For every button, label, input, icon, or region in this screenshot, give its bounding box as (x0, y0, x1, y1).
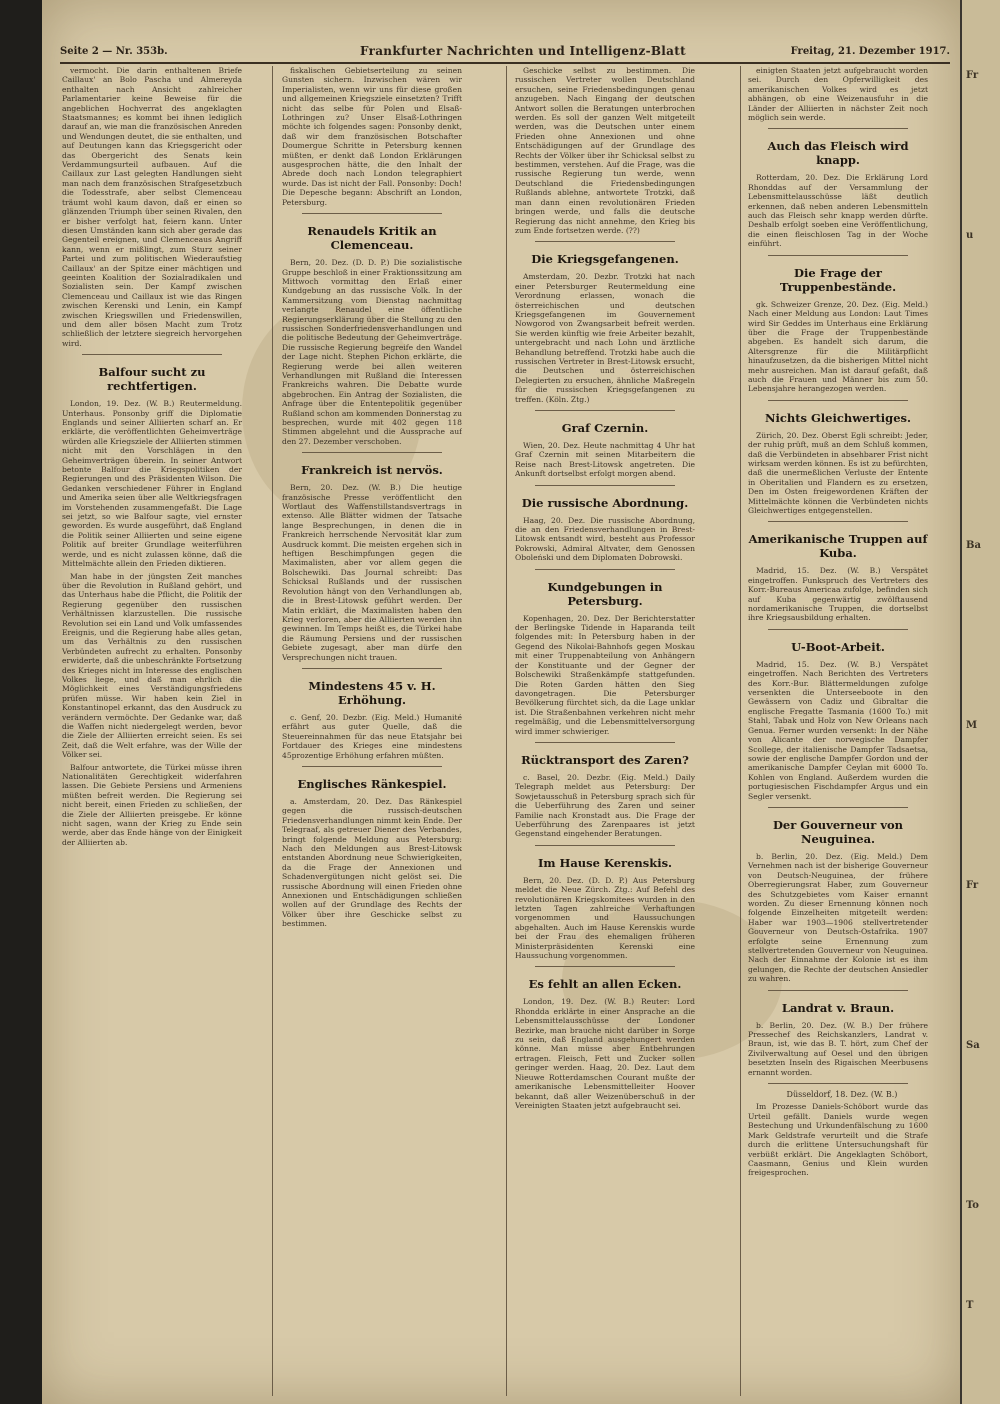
article-headline: Balfour sucht zu rechtfertigen. (98, 365, 206, 394)
article-headline: Nichts Gleichwertiges. (764, 410, 912, 425)
strip-fragment: u (966, 230, 974, 241)
article-divider (302, 213, 442, 214)
column-1 (62, 66, 242, 1396)
article-headline: Die russische Abordnung. (521, 495, 689, 510)
article-divider (535, 742, 675, 743)
article-text: einigten Staaten jetzt aufgebraucht worden sei. Durch den Opferwilligkeit des amerikanischen Volkes wird es jetzt abhängen, ob eine Weizenausfuhr in die Länder der Alliierten in nächster Zeit noch möglich sein werde. (748, 66, 928, 123)
column-2 (282, 66, 462, 1396)
article-divider (535, 485, 675, 486)
article-divider (768, 1083, 908, 1084)
article-headline: Amerikanische Truppen auf Kuba. (748, 532, 928, 561)
article-text: Balfour antwortete, die Türkei müsse ihren Nationalitäten Gerechtigkeit widerfahren lassen. Die Gebiete Persiens und Armeniens müßten befreit werden. Die Regierung sei nicht bereit, einen Frieden zu schließen, der die Ziele der Alliierten preisgebe. Er könne nicht sagen, wann der Krieg zu Ende sein werde, aber das Ende hänge von der Einigkeit der Alliierten ab. (62, 762, 242, 847)
article-text: London, 19. Dez. (W. B.) Reutermeldung. Unterhaus. Ponsonby griff die Diplomatie Englands und seiner Alliierten scharf an. Er erklärte, die veröffentlichten Geheimverträge würden alle Kriegsziele der Alliierten stimmen nicht mit den Vorschlägen in den Geheimverträgen überein. In seiner Antwort betonte Balfour die Kriegspolitiken der Regierungen und des Präsidenten Wilson. Die Gedanken verschiedener Führer in England und Amerika seien über alle Weltkriegsfragen im Vorstehenden zusammengefaßt. Die Lage sei jetzt, so wie Balfour sagte, viel ernster geworden. Es wurde ausgeführt, daß England die Politik seiner Alliierten und seine eigene Politik auf breiter Grundlage weiterführen werde, und es nicht zulassen könne, daß die Mittelmächte allein den Frieden diktieren. (62, 399, 242, 569)
article-text: Man habe in der jüngsten Zeit manches über die Revolution in Rußland gehört, und das Unterhaus habe die Pflicht, die Politik der Regierung gegenüber den russischen Verhältnissen klarzustellen. Die russische Revolution sei ein Land und Volk umfassendes Ereignis, und die Regierung habe alles getan, um das Verhältnis zu den russischen Verbündeten aufrecht zu erhalten. Ponsonby erwiderte, daß die unbeschränkte Fortsetzung des Krieges nicht im Interesse des englischen Volkes liege, und daß man ehrlich die Möglichkeit eines Verständigungsfriedens prüfen müsse. Wir haben kein Ziel in Konstantinopel erkannt, das den Ausdruck zu verändern vermöchte. Der Gedanke war, daß die Waffen nicht niedergelegt werden, bevor die Ziele der Alliierten erreicht seien. Es sei Zeit, daß die Welt erfahre, was der Wille der Völker sei. (62, 571, 242, 760)
article-headline: Auch das Fleisch wird knapp. (767, 139, 909, 168)
article-headline: Die Frage der Truppenbestände. (779, 265, 897, 294)
article-divider (82, 354, 222, 355)
article-text: gk. Schweizer Grenze, 20. Dez. (Eig. Meld.) Nach einer Meldung aus London: Laut Times wird Sir Geddes im Unterhaus eine Erklärung über die Frage der Truppenbestände abgeben. Es handelt sich darum, die Altersgrenze für die Militärpflicht hinaufzusetzen, da die bisherigen Mittel nicht mehr ausreichen. Man ist darauf gefaßt, daß auch die Frauen und Männer bis zum 50. Lebensjahre herangezogen werden. (748, 299, 928, 394)
newspaper-title: Frankfurter Nachrichten und Intelligenz-Blatt (360, 44, 686, 58)
article-text: a. Amsterdam, 20. Dez. Das Ränkespiel gegen die russisch-deutschen Friedensverhandlungen nimmt kein Ende. Der Telegraaf, als getreuer Diener des Verbandes, bringt folgende Meldung aus Petersburg: Nach den Meldungen aus Brest-Litowsk entstanden Abordnung neue Schwierigkeiten, da die Frage der Annexionen und Schadenvergütungen nicht gelöst sei. Die russische Abordnung will einen Frieden ohne Annexionen und Entschädigungen schließen wollen auf der Grundlage des Rechts der Völker über ihre Geschicke selbst zu bestimmen. (282, 796, 462, 929)
article-divider (768, 400, 908, 401)
article-text: Geschicke selbst zu bestimmen. Die russischen Vertreter wollen Deutschland ersuchen, seine Friedensbedingungen genau anzugeben. Nach Eingang der deutschen Antwort sollen die Beratungen unterbrochen werden. Es soll der ganzen Welt mitgeteilt werden, was die Deutschen unter einem Frieden ohne Annexionen und ohne Entschädigungen auf der Grundlage des Rechts der Völker über ihr Schicksal selbst zu bestimmen, verstehen. Auf die Frage, was die russische Regierung tun werde, wenn Deutschland die Friedensbedingungen Rußlands ablehne, antwortete Trotzki, daß man dann einen revolutionären Frieden bringen werde, und falls die deutsche Regierung das nicht annehme, den Krieg bis zum Ende fortsetzen werde. (??) (515, 66, 695, 235)
article-text: Amsterdam, 20. Dezbr. Trotzki hat nach einer Petersburger Reutermeldung eine Verordnung erlassen, wonach die österreichischen und deutschen Kriegsgefangenen im Gouvernement Nowgorod von Zwangsarbeit befreit werden. Sie werden künftig wie freie Arbeiter bezahlt, untergebracht und nach Lohn und ärztliche Behandlung betreffend. Trotzki habe auch die russischen Vertreter in Brest-Litowsk ersucht, die Deutschen und österreichischen Delegierten zu ersuchen, ähnliche Maßregeln für die russischen Kriegsgefangenen zu treffen. (Köln. Ztg.) (515, 272, 695, 404)
article-divider (302, 766, 442, 767)
article-divider (535, 569, 675, 570)
article-divider (535, 410, 675, 411)
article-text: Bern, 20. Dez. (W. B.) Die heutige französische Presse veröffentlicht den Wortlaut des Waffenstillstandsvertrags in extenso. Alle Blätter widmen der Tatsache lange Besprechungen, in denen die in Frankreich herrschende Nervosität klar zum Ausdruck kommt. Die meisten ergehen sich in heftigen Beschimpfungen gegen die Maximalisten, aber vor allem gegen die Bolschewiki. Das Journal schreibt: Das Schicksal Rußlands und der russischen Revolution hängt von den Verhandlungen ab, die in Brest-Litowsk geführt werden. Der Matin erklärt, die Maximalisten haben den Krieg verloren, aber die Alliierten werden ihn gewinnen. Im Temps heißt es, die Türkei habe die Räumung Persiens und der russischen Gebiete zugesagt, aber man dürfe den Versprechungen nicht trauen. (282, 483, 462, 662)
article-divider (535, 966, 675, 967)
dateline: Düsseldorf, 18. Dez. (W. B.) (786, 1090, 898, 1100)
article-headline: Renaudels Kritik an Clemenceau. (307, 224, 437, 253)
issue-date: Freitag, 21. Dezember 1917. (790, 46, 950, 57)
article-text: Im Prozesse Daniels-Schöbort wurde das Urteil gefällt. Daniels wurde wegen Bestechung und Urkundenfälschung zu 1600 Mark Geldstrafe verurteilt und die Strafe durch die erlittene Untersuchungshaft für verbüßt erklärt. Die Angeklagten Schöbort, Caasmann, Genius und Klein wurden freigesprochen. (748, 1102, 928, 1178)
strip-fragment: M (966, 720, 978, 731)
article-divider (768, 128, 908, 129)
column-separator (740, 66, 741, 1396)
strip-fragment: Ba (966, 540, 981, 551)
article-divider (768, 807, 908, 808)
article-text: Zürich, 20. Dez. Oberst Egli schreibt: Jeder, der ruhig prüft, muß an dem Schluß kommen, daß die Verbündeten in absehbarer Frist nicht wirksam werden können. Es ist zu befürchten, daß die unermeßlichen Verluste der Entente in Oberitalien und Flandern es zu ersetzen, Den im Osten freigewordenen Kräften der Mittelmächte können die Verbündeten nichts Gleichwertiges entgegenstellen. (748, 430, 928, 515)
strip-fragment: T (966, 1300, 974, 1311)
adjacent-page-strip (960, 0, 1000, 1404)
article-text: Rotterdam, 20. Dez. Die Erklärung Lord Rhonddas auf der Versammlung der Lebensmittelausschüsse läßt deutlich erkennen, daß neben anderen Lebensmitteln auch das Fleisch sehr knapp werden dürfte. Deshalb erfolgt soeben eine Veröffentlichung, die einen fleischlosen Tag in der Woche einführt. (748, 173, 928, 249)
article-headline: Mindestens 45 v. H. Erhöhung. (308, 678, 436, 707)
article-text: c. Genf, 20. Dezbr. (Eig. Meld.) Humanité erfährt aus guter Quelle, daß die Steuereinnahmen für das neue Etatsjahr bei Fortdauer des Krieges eine mindestens 45prozentige Erhöhung erfahren müßten. (282, 712, 462, 760)
article-text: Madrid, 15. Dez. (W. B.) Verspätet eingetroffen. Nach Berichten des Vertreters des Korr.-Bur. Blättermeldungen zufolge versenkten die Unterseeboote in den Gewässern von Cadiz und Gibraltar die englische Fregatte Tasmania (1600 To.) mit Stahl, Tabak und Holz von New Orleans nach Genua. Ferner wurden versenkt: In der Nähe von Alicante der norwegische Dampfer Scollege, der italienische Dampfer Tadsaetsa, sowie der englische Dampfer Gordon und der amerikanische Dampfer Ceylan mit 6000 To. Kohlen von England. Außerdem wurden die portugiesischen Fischdampfer Argus und ein Segler versenkt. (748, 659, 928, 801)
article-divider (302, 452, 442, 453)
article-text: Bern, 20. Dez. (D. D. P.) Aus Petersburg meldet die Neue Zürch. Ztg.: Auf Befehl des revolutionären Kriegskomitees wurden in den letzten Tagen zahlreiche Verhaftungen vorgenommen und Haussuchungen abgehalten. Auch im Hause Kerenskis wurde bei der Frau des ehemaligen früheren Ministerpräsidenten Kerenski eine Haussuchung vorgenommen. (515, 875, 695, 961)
article-headline: U-Boot-Arbeit. (791, 639, 885, 654)
strip-fragment: Fr (966, 70, 979, 81)
article-divider (768, 255, 908, 256)
article-headline: Landrat v. Braun. (781, 1000, 895, 1015)
article-text: vermocht. Die darin enthaltenen Briefe Caillaux' an Bolo Pascha und Almereyda enthalten nach Ansicht zahlreicher Parlamentarier keine Beweise für die angeblichen Hochverrat des angeklagten Staatsmannes; es kommt bei ihnen lediglich darauf an, wie man die französischen Anreden und Wendungen deutet, die sie enthalten, und auf Deutungen kann das Kriegsgericht oder das Obergericht des Senats kein Verdammungsurteil aufbauen. Auf die Caillaux zur Last gelegten Handlungen sieht man nach dem französischen Strafgesetzbuch die Todesstrafe, aber selbst Clemenceau träumt wohl kaum davon, daß er einen so glänzenden Triumph über seinen Rivalen, den er bisher verfolgt hat, feiern kann. Unter diesen Umständen kann sich aber gerade das Gegenteil ereignen, und Clemenceaus Angriff kann, wenn er mißlingt, zum Sturz seiner Partei und zum politischen Wiederaufstieg Caillaux' an der Spitze einer mächtigen und geeinten Koalition der Sozialradikalen und Sozialisten sein. Der Kampf zwischen Clemenceau und Caillaux ist wie das Ringen zwischen Kerenski und Lenin, ein Kampf zwischen Kriegswillen und Friedenswillen, und dem aller bösen Macht zum Trotz schließlich der letztere siegreich hervorgehen wird. (62, 66, 242, 348)
article-headline: Es fehlt an allen Ecken. (528, 977, 682, 992)
strip-fragment: Fr (966, 880, 979, 891)
article-headline: Der Gouverneur von Neuguinea. (772, 817, 904, 846)
column-separator (506, 66, 507, 1396)
article-text: Kopenhagen, 20. Dez. Der Berichterstatter der Berlingske Tidende in Haparanda teilt folgendes mit: In Petersburg haben in der Gegend des Nikolai-Bahnhofs gegen Moskau mit einer Truppenabteilung von Anhängern der Konstituante und der Gegner der Bolschewiki Straßenkämpfe stattgefunden. Die Roten Garden hätten den Sieg davongetragen. Die Petersburger Bevölkerung fürchtet sich, da die Lage unklar ist. Die Straßenbahnen verkehren nicht mehr regelmäßig, und die Lebensmittelversorgung wird immer schwieriger. (515, 613, 695, 736)
article-headline: Kundgebungen in Petersburg. (547, 579, 663, 608)
column-4 (748, 66, 928, 1396)
article-divider (535, 241, 675, 242)
page-number: Seite 2 — Nr. 353b. (60, 46, 168, 57)
page-left-edge (0, 0, 42, 1404)
article-divider (535, 845, 675, 846)
article-text: Wien, 20. Dez. Heute nachmittag 4 Uhr hat Graf Czernin mit seinen Mitarbeitern die Reise nach Brest-Litowsk angetreten. Die Ankunft dortselbst erfolgt morgen abend. (515, 441, 695, 479)
article-headline: Die Kriegsgefangenen. (531, 252, 679, 267)
article-divider (768, 521, 908, 522)
article-text: b. Berlin, 20. Dez. (W. B.) Der frühere Pressechef des Reichskanzlers, Landrat v. Braun, ist, wie das B. T. hört, zum Chef der Zivilverwaltung auf Oesel und den übrigen besetzten Inseln des Rigaischen Meerbusens ernannt worden. (748, 1020, 928, 1077)
article-text: Madrid, 15. Dez. (W. B.) Verspätet eingetroffen. Funkspruch des Vertreters des Korr.-Bureaus Americaa zufolge, befinden sich auf Kuba gegenwärtig zwölftausend nordamerikanische Truppen, die dortselbst ihre Kriegsausbildung erhalten. (748, 566, 928, 623)
article-text: London, 19. Dez. (W. B.) Reuter: Lord Rhondda erklärte in einer Ansprache an die Lebensmittelausschüsse der Londoner Bezirke, man brauche nicht darüber in Sorge zu sein, daß England ausgehungert werden könne. Man müsse aber Entbehrungen ertragen. Fleisch, Fett und Zucker sollen geringer werden. Haag, 20. Dez. Laut dem Nieuwe Rotterdamschen Courant mußte der amerikanische Lebensmittelleiter Hoover bekannt, daß aller Weizenüberschuß in der Vereinigten Staaten jetzt aufgebraucht sei. (515, 997, 695, 1110)
column-separator (272, 66, 273, 1396)
article-text: fiskalischen Gebietserteilung zu seinen Gunsten sichern. Inzwischen wären wir Imperialisten, wenn wir uns für diese großen und allgemeinen Kriegsziele einsetzten? Trifft nicht das selbe für Polen und Elsaß-Lothringen zu? Unser Elsaß-Lothringen möchte ich folgendes sagen: Ponsonby denkt, daß wir dem französischen Botschafter Doumergue Schritte in Petersburg kennen müßten, er denkt daß London Erklärungen ausgesprochen hätte, die den Inhalt der Abrede doch nach London telegraphiert wurde. Das ist nicht der Fall. Ponsonby: Doch! Die Depesche begann: Abschrift an London, Petersburg. (282, 66, 462, 207)
article-divider (302, 668, 442, 669)
article-headline: Englisches Ränkespiel. (297, 776, 447, 791)
strip-fragment: Sa (966, 1040, 980, 1051)
article-text: Bern, 20. Dez. (D. D. P.) Die sozialistische Gruppe beschloß in einer Fraktionssitzung am Mittwoch vormittag den Erlaß einer Kundgebung an das russische Volk. In der Kammersitzung vom Dienstag nachmittag verlangte Renaudel eine öffentliche Regierungserklärung über die Stellung zu den russischen Sonderfriedensverhandlungen und die politische Bedeutung der Geheimverträge. Die russische Regierung begreife den Wandel der Lage nicht. Stephen Pichon erklärte, die Regierung werde bei allen weiteren Verhandlungen mit Rußland die Interessen Frankreichs wahren. Die Debatte wurde abgebrochen. Ein Antrag der Sozialisten, die Anfrage über die Ententepolitik gegenüber Rußland schon am kommenden Donnerstag zu besprechen, wurde mit 402 gegen 118 Stimmen abgelehnt und die Aussprache auf den 27. Dezember verschoben. (282, 258, 462, 446)
article-divider (768, 629, 908, 630)
article-headline: Rücktransport des Zaren? (521, 752, 689, 767)
article-headline: Graf Czernin. (561, 421, 649, 435)
strip-fragment: To (966, 1200, 979, 1211)
header-rule (60, 62, 950, 64)
article-text: Haag, 20. Dez. Die russische Abordnung, die an den Friedensverhandlungen in Brest-Litowsk entsandt wird, besteht aus Professor Pokrowski, Admiral Altvater, dem Genossen Oboleński und dem Diplomaten Dobrowski. (515, 515, 695, 563)
page-header (60, 44, 950, 62)
article-divider (768, 990, 908, 991)
article-text: b. Berlin, 20. Dez. (Eig. Meld.) Dem Vernehmen nach ist der bisherige Gouverneur von Deutsch-Neuguinea, der frühere Oberregierungsrat Haber, zum Gouverneur des Schutzgebietes vom Kaiser ernannt worden. Zu dieser Ernennung können noch folgende Einzelheiten mitgeteilt werden: Haber war 1903—1906 stellvertretender Gouverneur von Deutsch-Ostafrika. 1907 erfolgte seine Ernennung zum stellvertretenden Gouverneur von Neuguinea. Nach der Einnahme der Kolonie ist es ihm gelungen, die Rechte der deutschen Ansiedler zu wahren. (748, 851, 928, 984)
article-headline: Frankreich ist nervös. (301, 463, 443, 478)
article-text: c. Basel, 20. Dezbr. (Eig. Meld.) Daily Telegraph meldet aus Petersburg: Der Sowjetausschuß in Petersburg sprach sich für die Ueberführung des Zaren und seiner Familie nach Kronstadt aus. Die Frage der Ueberführung des Zarenpaares ist jetzt Gegenstand eingehender Beratungen. (515, 772, 695, 839)
column-3 (515, 66, 695, 1396)
article-headline: Im Hause Kerenskis. (537, 855, 673, 870)
